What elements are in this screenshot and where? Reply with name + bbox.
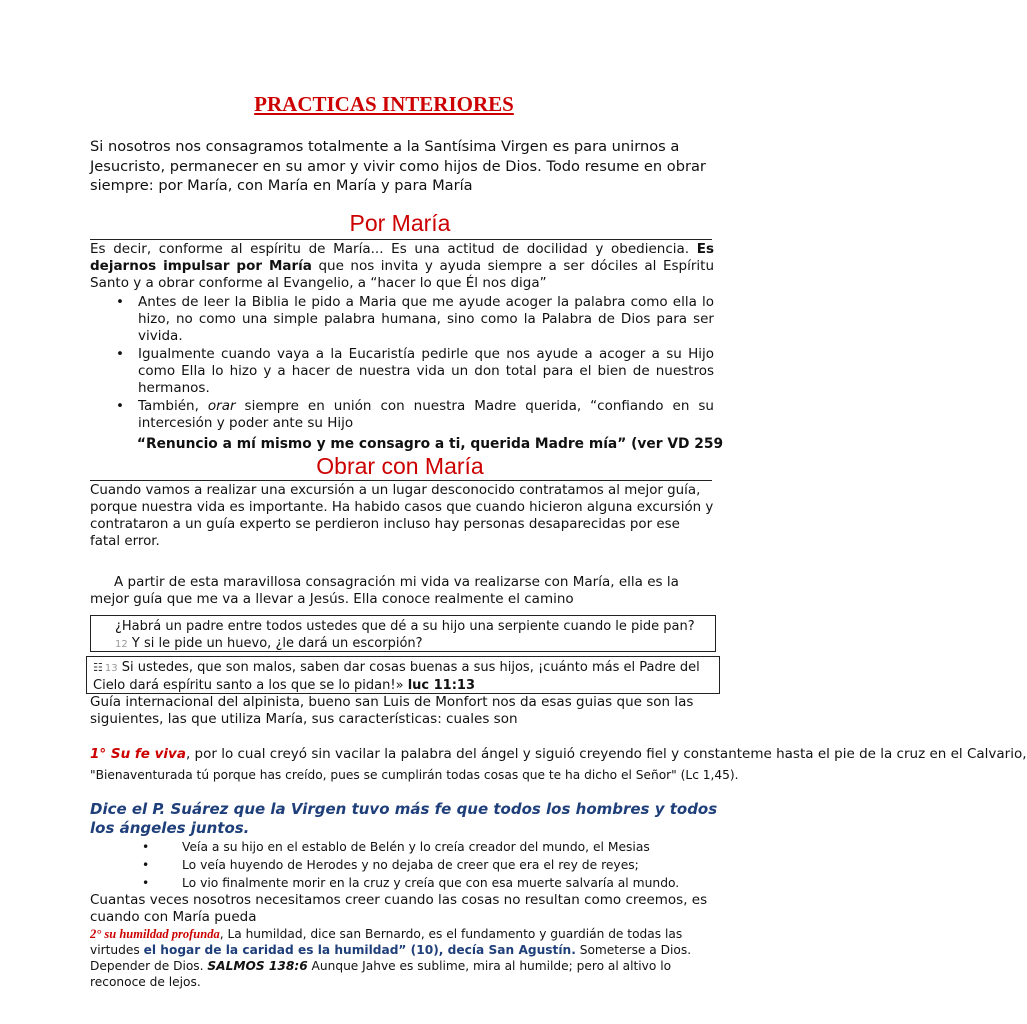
alpinist-paragraph: Guía internacional del alpinista, bueno san Luis de Monfort nos da esas guias que son las siguientes, las que utiliza María, sus características: cuales son	[90, 694, 694, 727]
section-divider	[90, 480, 712, 481]
excursion-paragraph: Cuando vamos a realizar una excursión a un lugar desconocido contratamos al mejor guía, porque nuestra vida es importante. Ha habido casos que cuando hicieron alguna excursión y contrataron a un guía experto se perdieron incluso hay personas desaparecidas por ese fatal error.	[90, 483, 714, 549]
por-maria-paragraph: Es decir, conforme al espíritu de María... Es una actitud de docilidad y obediencia. Es dejarnos impulsar por María que nos invita y ayuda siempre a ser dóciles al Espíritu Santo y a obrar conforme al Evangelio, a “hacer lo que Él nos diga”	[90, 241, 714, 291]
bible-quote-box-1: ¿Habrá un padre entre todos ustedes que dé a su hijo una serpiente cuando le pide pan? 12 Y si le pide un huevo, ¿le dará un escorpión?	[90, 615, 716, 652]
humility-paragraph: 2° su humildad profunda, La humildad, dice san Bernardo, es el fundamento y guardián de todas las virtudes el hogar de la caridad es la humildad” (10), decía San Agustín. Someterse a Dios. Depender de Dios. SALMOS 138:6 Aunque Jahve es sublime, mira al humilde; pero al altivo lo reconoce de lejos.	[90, 927, 692, 989]
list-item: • Lo vio finalmente morir en la cruz y creía que con esa muerte salvaría al mundo.	[90, 874, 730, 892]
believe-paragraph: Cuantas veces nosotros necesitamos creer cuando las cosas no resultan como creemos, es cuando con María pueda	[90, 892, 708, 925]
paragraph-marker-icon: ☷	[93, 661, 103, 674]
section-heading-por-maria: Por María	[349, 210, 451, 236]
list-item: • Igualmente cuando vaya a la Eucaristía pedirle que nos ayude a acoger a su Hijo como Ella lo hizo y a hacer de nuestra vida un don total para el bien de nuestros hermanos.	[90, 346, 714, 397]
suarez-quote: Dice el P. Suárez que la Virgen tuvo más fe que todos los hombres y todos los ángeles juntos.	[90, 800, 718, 837]
bible-quote-box-2: ☷ 13 Si ustedes, que son malos, saben dar cosas buenas a sus hijos, ¡cuánto más el Padre del Cielo dará espíritu santo a los que se lo pidan!» luc 11:13	[86, 656, 720, 694]
faith-paragraph: 1° Su fe viva, por lo cual creyó sin vacilar la palabra del ángel y siguió creyendo fiel y constanteme hasta el pie de la cruz en el Calvario,	[90, 746, 1027, 762]
consecration-quote: “Renuncio a mí mismo y me consagro a ti, querida Madre mía” (ver VD 259	[136, 436, 724, 452]
por-maria-list	[90, 294, 714, 433]
list-item: • Lo veía huyendo de Herodes y no dejaba de creer que era el rey de reyes;	[90, 856, 730, 874]
section-divider	[90, 239, 712, 240]
section-heading-obrar-con-maria: Obrar con María	[316, 453, 484, 479]
faith-examples-list	[90, 838, 730, 892]
list-item: • Antes de leer la Biblia le pido a Maria que me ayude acoger la palabra como ella lo hizo, no como una simple palabra humana, sino como la Palabra de Dios para ser vivida.	[90, 294, 714, 345]
list-item: • También, orar siempre en unión con nuestra Madre querida, “confiando en su intercesión y poder ante su Hijo	[90, 398, 714, 432]
faith-quote: "Bienaventurada tú porque has creído, pues se cumplirán todas cosas que te ha dicho el Señor" (Lc 1,45).	[90, 768, 739, 782]
intro-paragraph: Si nosotros nos consagramos totalmente a la Santísima Virgen es para unirnos a Jesucristo, permanecer en su amor y vivir como hijos de Dios. Todo resume en obrar siempre: por María, con María en María y para María	[90, 138, 706, 194]
guide-paragraph: A partir de esta maravillosa consagración mi vida va realizarse con María, ella es la mejor guía que me va a llevar a Jesús. Ella conoce realmente el camino	[90, 574, 679, 607]
page-title: PRACTICAS INTERIORES	[254, 92, 514, 116]
list-item: • Veía a su hijo en el establo de Belén y lo creía creador del mundo, el Mesias	[90, 838, 730, 856]
